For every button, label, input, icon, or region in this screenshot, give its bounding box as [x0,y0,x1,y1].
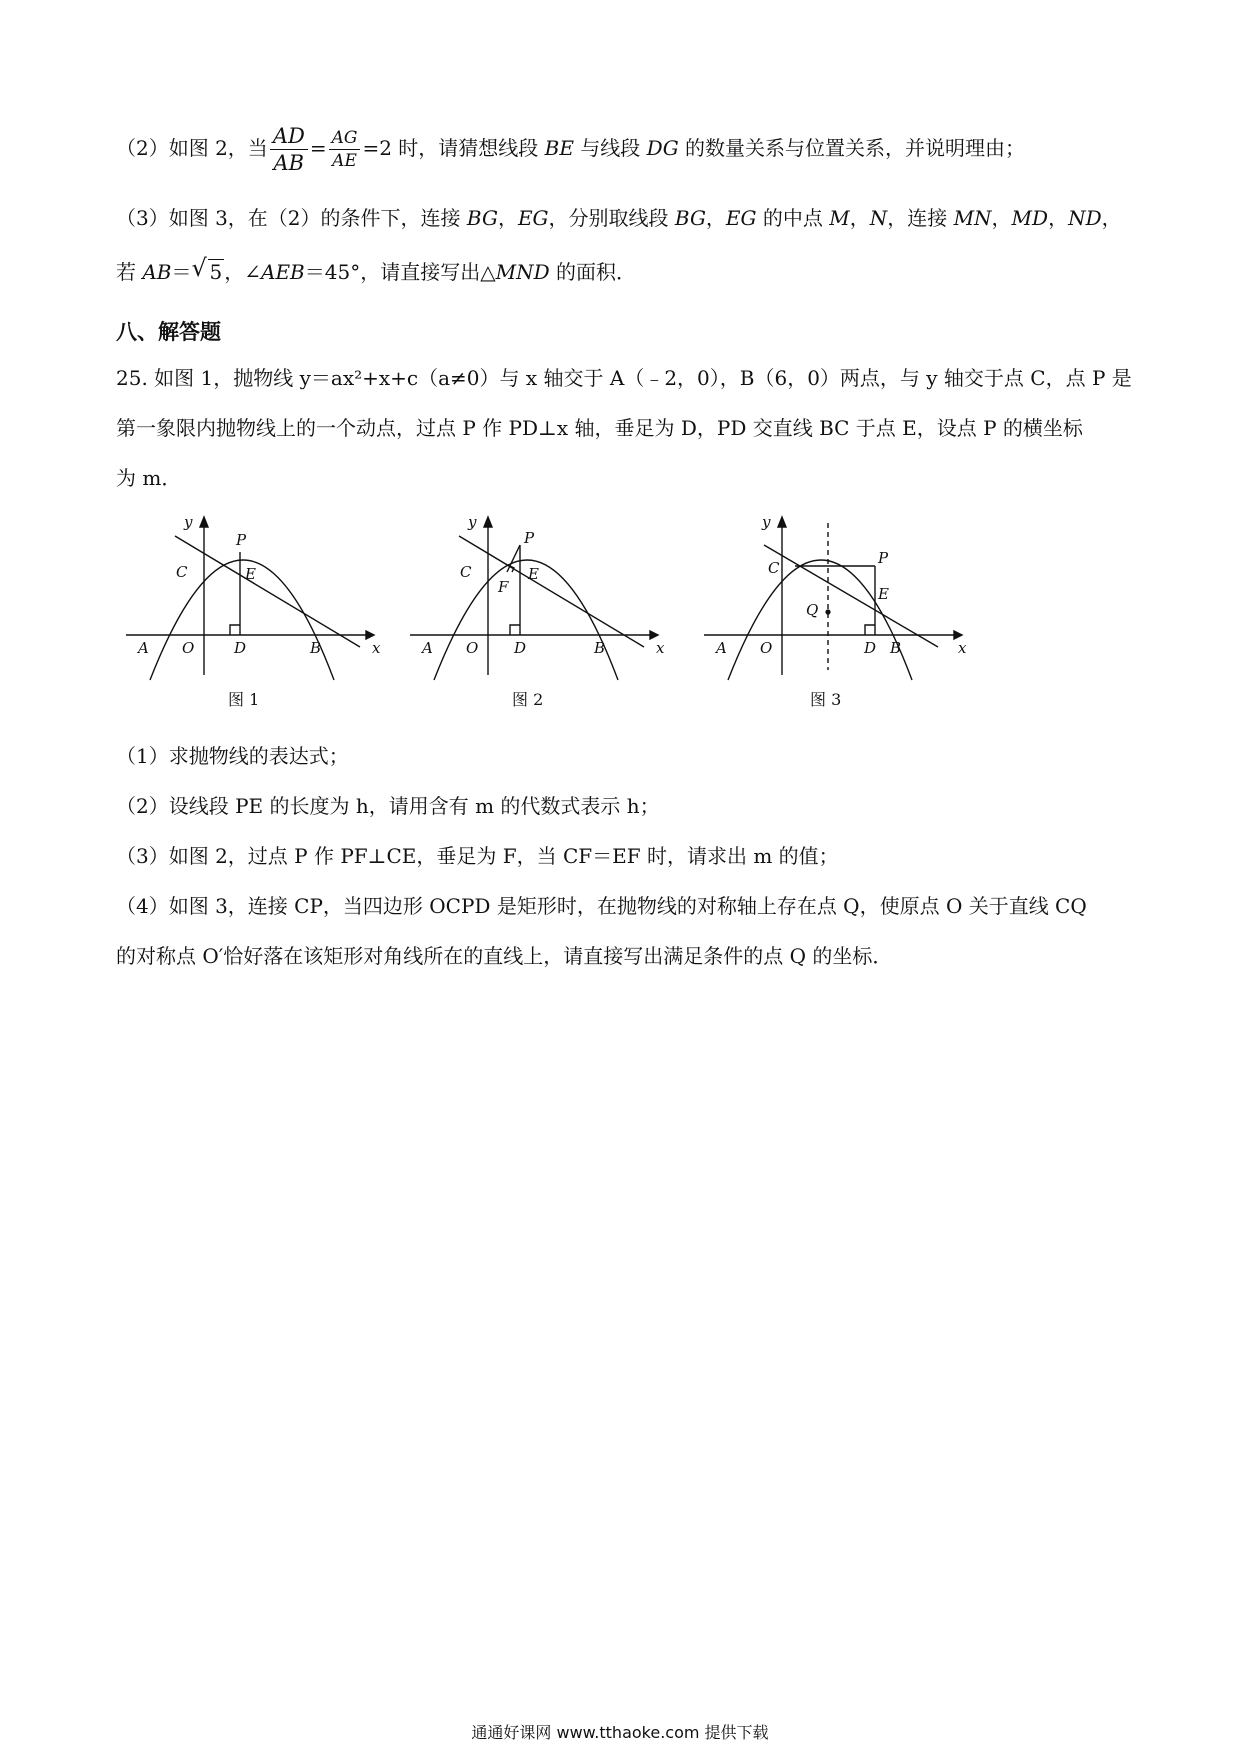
part3-sep: ， [705,206,726,230]
label-d: D [514,639,527,657]
label-p: P [524,529,535,547]
question-24-part-3-line-1 [116,204,1122,232]
point-m: M [829,206,850,230]
label-p: P [878,549,889,567]
segment-eg: EG [517,206,549,230]
label-q: Q [806,601,819,619]
part3-sep: ， [1101,206,1122,230]
figure-3-diagram [698,515,968,695]
label-b: B [310,639,322,657]
label-x: x [372,639,380,657]
question-25-line-3: 为 m． [116,466,182,490]
figure-3-caption: 图 3 [810,690,842,709]
label-o: O [182,639,195,657]
question-25-line-1: 25. 如图 1，抛物线 y＝ax²+x+c（a≠0）与 x 轴交于 A（﹣2，0），B（6，0）两点，与 y 轴交于点 C，点 P 是 [116,366,1132,390]
frac1-numerator: AD [272,124,305,148]
label-a: A [138,639,149,657]
label-c: C [768,559,780,577]
equals-sign: ＝ [171,260,192,284]
fraction-ad-ab [270,123,308,176]
segment-md: MD [1011,206,1049,230]
triangle-mnd: MND [495,260,550,284]
label-y: y [184,515,193,531]
sqrt-5: √ 5 [191,254,223,284]
part3-sep: ， [849,206,870,230]
segment-dg: DG [646,136,679,160]
label-d: D [234,639,247,657]
figure-1-diagram [120,515,380,695]
segment-be: BE [544,136,574,160]
segment-ab: AB [142,260,172,284]
figure-2-diagram [404,515,664,695]
label-b: B [594,639,606,657]
part3-text-b: ，分别取线段 [548,206,675,230]
label-b: B [890,639,902,657]
part3-line2-d: 的面积． [549,260,636,284]
subquestion-4-line-2: 的对称点 O′恰好落在该矩形对角线所在的直线上，请直接写出满足条件的点 Q 的坐标． [116,944,893,968]
part3-line2-c: ＝45°，请直接写出△ [304,260,496,284]
question-24-part-3-line-2 [116,254,636,286]
label-e: E [528,565,539,583]
label-a: A [716,639,727,657]
subquestion-1: （1）求抛物线的表达式； [116,744,349,768]
sqrt-radicand: 5 [209,260,223,284]
figure-3 [698,515,968,720]
part3-sep: ， [497,206,518,230]
frac2-denominator: AE [332,151,357,171]
figure-1 [120,515,380,720]
label-x: x [958,639,967,657]
page-footer: 通通好课网 www.tthaoke.com 提供下载 [471,1723,769,1742]
fraction-ag-ae [329,127,361,172]
figure-2-caption: 图 2 [512,690,544,709]
label-c: C [460,563,472,581]
segment-eg: EG [725,206,757,230]
label-e: E [878,585,889,603]
label-o: O [466,639,479,657]
angle-aeb: AEB [261,260,305,284]
question-24-part-2 [116,118,1025,178]
question-25-line-2: 第一象限内抛物线上的一个动点，过点 P 作 PD⊥x 轴，垂足为 D，PD 交直线 BC 于点 E，设点 P 的横坐标 [116,416,1083,440]
section-heading: 八、解答题 [116,320,221,344]
figure-2 [404,515,664,720]
part2-tail-c: 的数量关系与位置关系，并说明理由； [678,136,1026,160]
subquestion-4-line-1: （4）如图 3，连接 CP，当四边形 OCPD 是矩形时，在抛物线的对称轴上存在点 Q，使原点 O 关于直线 CQ [116,894,1087,918]
part3-sep: ， [991,206,1012,230]
frac2-numerator: AG [331,128,358,148]
label-f: F [498,578,509,596]
figure-1-caption: 图 1 [228,690,260,709]
part2-lead: （2）如图 2，当 [116,136,268,160]
part3-line2-a: 若 [116,260,143,284]
part2-tail-a: =2 时，请猜想线段 [362,136,545,160]
label-e: E [245,565,256,583]
part3-text-a: （3）如图 3，在（2）的条件下，连接 [116,206,467,230]
part3-line2-b: ，∠ [224,260,261,284]
label-c: C [176,563,188,581]
part3-text-d: ，连接 [887,206,954,230]
part3-sep: ， [1048,206,1069,230]
subquestion-2: （2）设线段 PE 的长度为 h，请用含有 m 的代数式表示 h； [116,794,660,818]
frac1-denominator: AB [273,151,305,175]
segment-bg: BG [466,206,498,230]
segment-nd: ND [1068,206,1102,230]
equals-sign: = [309,136,327,160]
label-d: D [864,639,877,657]
label-a: A [422,639,433,657]
label-p: P [236,531,247,549]
part2-tail-b: 与线段 [573,136,647,160]
label-x: x [656,639,664,657]
segment-mn: MN [953,206,992,230]
label-y: y [468,515,477,531]
label-y: y [762,515,771,531]
figures-row [120,515,1000,720]
part3-text-c: 的中点 [756,206,830,230]
point-n: N [869,206,888,230]
label-o: O [760,639,773,657]
subquestion-3: （3）如图 2，过点 P 作 PF⊥CE，垂足为 F，当 CF＝EF 时，请求出 m 的值； [116,844,839,868]
segment-bg: BG [674,206,706,230]
